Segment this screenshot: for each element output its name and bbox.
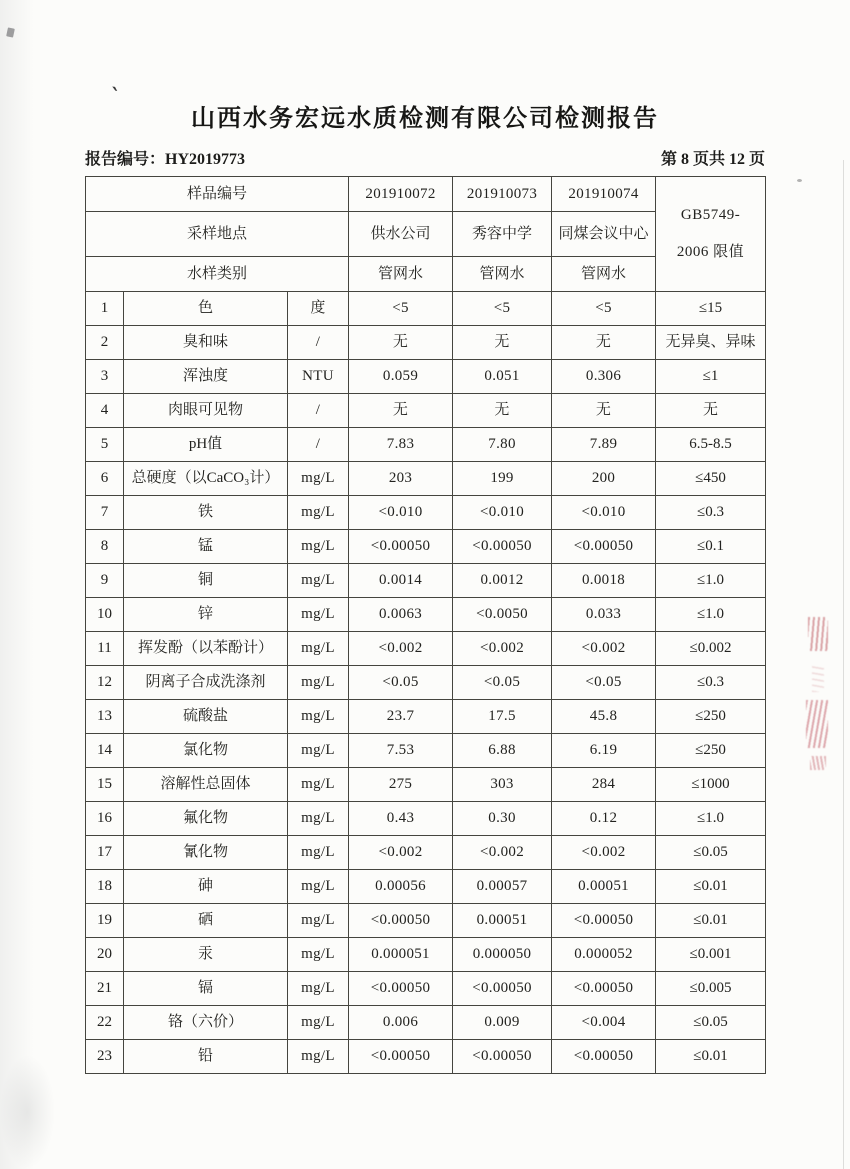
cell-parameter: 臭和味 xyxy=(124,326,288,360)
cell-value-2: 0.00051 xyxy=(453,904,552,938)
cell-index: 8 xyxy=(86,530,124,564)
cell-limit: ≤0.05 xyxy=(656,836,766,870)
cell-value-2: 0.009 xyxy=(453,1006,552,1040)
cell-value-3: 6.19 xyxy=(552,734,656,768)
cell-unit: mg/L xyxy=(288,904,349,938)
cell-value-3: <0.010 xyxy=(552,496,656,530)
red-stamp-fragment xyxy=(808,617,828,651)
cell-value-2: 0.0012 xyxy=(453,564,552,598)
cell-index: 9 xyxy=(86,564,124,598)
cell-value-1: 0.43 xyxy=(349,802,453,836)
table-row xyxy=(86,734,766,768)
cell-value-3: <5 xyxy=(552,292,656,326)
cell-value-2: 17.5 xyxy=(453,700,552,734)
cell-unit: mg/L xyxy=(288,870,349,904)
table-row xyxy=(86,564,766,598)
cell-value-3: 0.0018 xyxy=(552,564,656,598)
cell-value-1: <0.05 xyxy=(349,666,453,700)
cell-limit: ≤1.0 xyxy=(656,598,766,632)
cell-limit: ≤250 xyxy=(656,734,766,768)
scan-edge-line xyxy=(843,160,844,1169)
cell-value-3: <0.05 xyxy=(552,666,656,700)
cell-parameter: 浑浊度 xyxy=(124,360,288,394)
cell-index: 15 xyxy=(86,768,124,802)
cell-value-1: 7.53 xyxy=(349,734,453,768)
cell-value-1: <0.00050 xyxy=(349,1040,453,1074)
cell-index: 11 xyxy=(86,632,124,666)
cell-unit: mg/L xyxy=(288,632,349,666)
cell-limit: ≤0.1 xyxy=(656,530,766,564)
cell-limit: ≤450 xyxy=(656,462,766,496)
cell-unit: mg/L xyxy=(288,666,349,700)
cell-value-3: 284 xyxy=(552,768,656,802)
cell-parameter: 色 xyxy=(124,292,288,326)
cell-limit: ≤250 xyxy=(656,700,766,734)
table-row xyxy=(86,802,766,836)
sample-id-1: 201910072 xyxy=(349,177,453,212)
cell-index: 7 xyxy=(86,496,124,530)
cell-parameter: 汞 xyxy=(124,938,288,972)
scan-speck-top-left xyxy=(6,27,15,37)
cell-unit: NTU xyxy=(288,360,349,394)
scan-speck-right xyxy=(797,179,802,182)
cell-limit: ≤0.01 xyxy=(656,1040,766,1074)
cell-value-2: <5 xyxy=(453,292,552,326)
cell-unit: mg/L xyxy=(288,564,349,598)
water-type-2: 管网水 xyxy=(453,257,552,292)
cell-parameter: 锰 xyxy=(124,530,288,564)
cell-index: 5 xyxy=(86,428,124,462)
cell-limit: ≤0.01 xyxy=(656,904,766,938)
water-quality-table xyxy=(85,176,766,1074)
cell-value-3: 0.12 xyxy=(552,802,656,836)
cell-value-2: 0.051 xyxy=(453,360,552,394)
cell-unit: mg/L xyxy=(288,734,349,768)
location-1: 供水公司 xyxy=(349,212,453,257)
cell-parameter: 硫酸盐 xyxy=(124,700,288,734)
cell-limit: ≤1000 xyxy=(656,768,766,802)
cell-index: 23 xyxy=(86,1040,124,1074)
cell-limit: ≤0.3 xyxy=(656,496,766,530)
cell-value-1: 0.00056 xyxy=(349,870,453,904)
cell-limit: ≤15 xyxy=(656,292,766,326)
cell-limit: ≤1.0 xyxy=(656,564,766,598)
cell-limit: ≤1.0 xyxy=(656,802,766,836)
cell-parameter: pH值 xyxy=(124,428,288,462)
cell-value-3: <0.004 xyxy=(552,1006,656,1040)
cell-value-2: 0.000050 xyxy=(453,938,552,972)
table-row xyxy=(86,1040,766,1074)
table-row xyxy=(86,870,766,904)
cell-value-1: <0.00050 xyxy=(349,904,453,938)
cell-limit: ≤0.005 xyxy=(656,972,766,1006)
cell-value-2: 无 xyxy=(453,326,552,360)
cell-value-1: 0.000051 xyxy=(349,938,453,972)
cell-value-1: 0.0014 xyxy=(349,564,453,598)
cell-parameter: 铬（六价） xyxy=(124,1006,288,1040)
cell-parameter: 铅 xyxy=(124,1040,288,1074)
cell-value-1: 203 xyxy=(349,462,453,496)
red-stamp-fragment xyxy=(806,700,828,748)
cell-unit: mg/L xyxy=(288,598,349,632)
cell-value-3: 0.306 xyxy=(552,360,656,394)
cell-limit: ≤1 xyxy=(656,360,766,394)
cell-value-1: <0.00050 xyxy=(349,972,453,1006)
cell-value-2: 199 xyxy=(453,462,552,496)
cell-unit: mg/L xyxy=(288,938,349,972)
cell-index: 19 xyxy=(86,904,124,938)
page-title: 山西水务宏远水质检测有限公司检测报告 xyxy=(191,105,659,132)
cell-value-3: 0.00051 xyxy=(552,870,656,904)
cell-index: 2 xyxy=(86,326,124,360)
cell-value-1: 无 xyxy=(349,394,453,428)
cell-parameter: 肉眼可见物 xyxy=(124,394,288,428)
cell-index: 4 xyxy=(86,394,124,428)
cell-unit: mg/L xyxy=(288,462,349,496)
table-row xyxy=(86,938,766,972)
cell-index: 22 xyxy=(86,1006,124,1040)
header-row-sample-id xyxy=(86,177,766,212)
cell-value-1: <0.002 xyxy=(349,836,453,870)
cell-value-1: 275 xyxy=(349,768,453,802)
red-stamp-fragment xyxy=(810,756,826,770)
scan-tick-mark: ` xyxy=(108,83,122,109)
cell-value-2: 303 xyxy=(453,768,552,802)
cell-unit: mg/L xyxy=(288,972,349,1006)
limit-standard-line2: 2006 限值 xyxy=(676,244,745,260)
cell-parameter: 锌 xyxy=(124,598,288,632)
cell-unit: mg/L xyxy=(288,530,349,564)
cell-value-1: <5 xyxy=(349,292,453,326)
table-row xyxy=(86,768,766,802)
cell-index: 6 xyxy=(86,462,124,496)
limit-standard-header xyxy=(656,177,766,292)
cell-value-3: <0.002 xyxy=(552,632,656,666)
table-row xyxy=(86,836,766,870)
cell-value-1: <0.002 xyxy=(349,632,453,666)
table-row xyxy=(86,700,766,734)
cell-value-1: 23.7 xyxy=(349,700,453,734)
cell-value-3: 0.000052 xyxy=(552,938,656,972)
cell-value-2: <0.002 xyxy=(453,836,552,870)
cell-value-3: 45.8 xyxy=(552,700,656,734)
cell-value-3: 无 xyxy=(552,326,656,360)
cell-value-1: 无 xyxy=(349,326,453,360)
cell-unit: / xyxy=(288,428,349,462)
table-row xyxy=(86,598,766,632)
cell-parameter: 阴离子合成洗涤剂 xyxy=(124,666,288,700)
cell-index: 20 xyxy=(86,938,124,972)
cell-limit: ≤0.05 xyxy=(656,1006,766,1040)
cell-value-2: 无 xyxy=(453,394,552,428)
cell-parameter: 铁 xyxy=(124,496,288,530)
sample-id-2: 201910073 xyxy=(453,177,552,212)
cell-parameter: 铜 xyxy=(124,564,288,598)
cell-unit: mg/L xyxy=(288,768,349,802)
page-indicator: 第 8 页共 12 页 xyxy=(660,151,765,168)
cell-limit: 无 xyxy=(656,394,766,428)
cell-value-2: 6.88 xyxy=(453,734,552,768)
cell-parameter: 挥发酚（以苯酚计） xyxy=(124,632,288,666)
cell-unit: / xyxy=(288,326,349,360)
table-row xyxy=(86,462,766,496)
table-row xyxy=(86,292,766,326)
cell-index: 1 xyxy=(86,292,124,326)
cell-unit: mg/L xyxy=(288,802,349,836)
cell-unit: 度 xyxy=(288,292,349,326)
cell-index: 17 xyxy=(86,836,124,870)
cell-limit: ≤0.3 xyxy=(656,666,766,700)
cell-value-1: 0.006 xyxy=(349,1006,453,1040)
table-row xyxy=(86,904,766,938)
limit-standard-line1: GB5749- xyxy=(680,207,741,224)
cell-value-3: <0.002 xyxy=(552,836,656,870)
cell-unit: mg/L xyxy=(288,1006,349,1040)
cell-index: 10 xyxy=(86,598,124,632)
cell-parameter: 砷 xyxy=(124,870,288,904)
cell-value-1: 0.059 xyxy=(349,360,453,394)
cell-unit: mg/L xyxy=(288,700,349,734)
table-row xyxy=(86,428,766,462)
location-2: 秀容中学 xyxy=(453,212,552,257)
cell-parameter: 镉 xyxy=(124,972,288,1006)
cell-index: 18 xyxy=(86,870,124,904)
red-stamp-fragment xyxy=(812,664,824,692)
cell-unit: / xyxy=(288,394,349,428)
cell-parameter: 氟化物 xyxy=(124,802,288,836)
cell-limit: ≤0.002 xyxy=(656,632,766,666)
sample-id-3: 201910074 xyxy=(552,177,656,212)
cell-value-3: 无 xyxy=(552,394,656,428)
water-type-3: 管网水 xyxy=(552,257,656,292)
table-row xyxy=(86,360,766,394)
cell-limit: 无异臭、异味 xyxy=(656,326,766,360)
cell-value-3: 7.89 xyxy=(552,428,656,462)
cell-value-2: 0.00057 xyxy=(453,870,552,904)
cell-parameter: 氰化物 xyxy=(124,836,288,870)
table-row xyxy=(86,632,766,666)
meta-row xyxy=(85,146,765,169)
cell-value-2: <0.00050 xyxy=(453,1040,552,1074)
cell-parameter: 总硬度（以CaCO₃计） xyxy=(124,462,288,496)
cell-value-3: <0.00050 xyxy=(552,972,656,1006)
cell-value-3: <0.00050 xyxy=(552,1040,656,1074)
cell-unit: mg/L xyxy=(288,836,349,870)
cell-value-1: 0.0063 xyxy=(349,598,453,632)
table-row xyxy=(86,530,766,564)
cell-value-3: <0.00050 xyxy=(552,904,656,938)
cell-unit: mg/L xyxy=(288,496,349,530)
table-row xyxy=(86,394,766,428)
cell-unit: mg/L xyxy=(288,1040,349,1074)
table-row xyxy=(86,972,766,1006)
cell-value-2: 0.30 xyxy=(453,802,552,836)
cell-value-1: <0.010 xyxy=(349,496,453,530)
cell-value-2: <0.00050 xyxy=(453,972,552,1006)
water-type-1: 管网水 xyxy=(349,257,453,292)
table-row xyxy=(86,1006,766,1040)
cell-parameter: 硒 xyxy=(124,904,288,938)
cell-value-3: <0.00050 xyxy=(552,530,656,564)
cell-value-2: <0.00050 xyxy=(453,530,552,564)
cell-value-1: <0.00050 xyxy=(349,530,453,564)
cell-value-2: <0.010 xyxy=(453,496,552,530)
table-row xyxy=(86,326,766,360)
cell-index: 16 xyxy=(86,802,124,836)
cell-limit: 6.5-8.5 xyxy=(656,428,766,462)
cell-index: 3 xyxy=(86,360,124,394)
report-number: 报告编号：HY2019773 xyxy=(85,151,246,168)
location-label: 采样地点 xyxy=(86,212,349,257)
cell-value-2: <0.05 xyxy=(453,666,552,700)
cell-value-1: 7.83 xyxy=(349,428,453,462)
cell-value-2: 7.80 xyxy=(453,428,552,462)
cell-value-3: 0.033 xyxy=(552,598,656,632)
cell-value-2: <0.0050 xyxy=(453,598,552,632)
cell-index: 12 xyxy=(86,666,124,700)
cell-limit: ≤0.001 xyxy=(656,938,766,972)
cell-limit: ≤0.01 xyxy=(656,870,766,904)
table-row xyxy=(86,496,766,530)
cell-value-3: 200 xyxy=(552,462,656,496)
cell-index: 21 xyxy=(86,972,124,1006)
cell-parameter: 氯化物 xyxy=(124,734,288,768)
scan-smudge-bottom-left xyxy=(0,1055,55,1169)
cell-index: 13 xyxy=(86,700,124,734)
cell-index: 14 xyxy=(86,734,124,768)
cell-value-2: <0.002 xyxy=(453,632,552,666)
sample-id-label: 样品编号 xyxy=(86,177,349,212)
location-3: 同煤会议中心 xyxy=(552,212,656,257)
water-type-label: 水样类别 xyxy=(86,257,349,292)
cell-parameter: 溶解性总固体 xyxy=(124,768,288,802)
table-row xyxy=(86,666,766,700)
